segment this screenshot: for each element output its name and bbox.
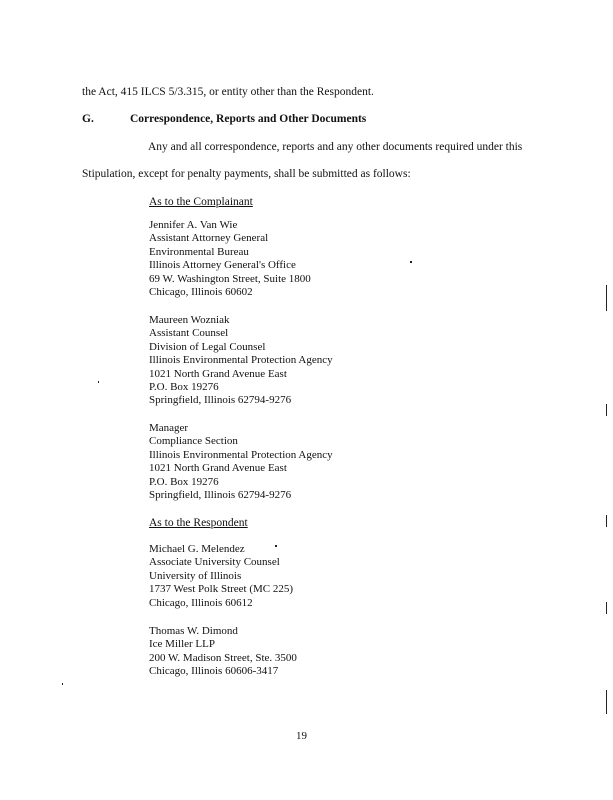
- section-title: Correspondence, Reports and Other Documents: [130, 113, 367, 125]
- address-line: Illinois Environmental Protection Agency: [149, 354, 333, 367]
- address-block: [149, 543, 293, 610]
- address-line: Michael G. Melendez: [149, 543, 245, 555]
- address-block: [149, 219, 311, 299]
- page-number: 19: [296, 730, 307, 742]
- address-line: Chicago, Illinois 60612: [149, 596, 253, 609]
- address-line: Compliance Section: [149, 435, 238, 448]
- scan-artifact: [98, 381, 99, 383]
- address-line: 1737 West Polk Street (MC 225): [149, 583, 294, 596]
- address-line: Illinois Environmental Protection Agency: [149, 448, 333, 461]
- scan-artifact: [606, 285, 607, 311]
- address-line: Thomas W. Dimond: [149, 625, 238, 637]
- address-line: Chicago, Illinois 60602: [149, 286, 253, 299]
- paragraph-line-2: Stipulation, except for penalty payments, shall be submitted as follows:: [82, 168, 411, 180]
- address-line: 200 W. Madison Street, Ste. 3500: [149, 651, 297, 664]
- address-line: Jennifer A. Van Wie: [149, 219, 238, 231]
- scan-artifact: [275, 545, 277, 547]
- address-line: 1021 North Grand Avenue East: [149, 367, 287, 380]
- scan-artifact: [606, 602, 607, 614]
- scan-artifact: [606, 690, 607, 714]
- complainant-heading: As to the Complainant: [149, 196, 253, 208]
- section-letter: G.: [82, 113, 94, 125]
- address-line: 69 W. Washington Street, Suite 1800: [149, 272, 311, 285]
- paragraph-line-1: Any and all correspondence, reports and any other documents required under this: [148, 141, 523, 153]
- intro-line: the Act, 415 ILCS 5/3.315, or entity other than the Respondent.: [82, 86, 374, 98]
- scan-artifact: [606, 404, 607, 416]
- address-line: 1021 North Grand Avenue East: [149, 462, 287, 475]
- address-block: [149, 422, 333, 502]
- address-line: Springfield, Illinois 62794-9276: [149, 394, 292, 407]
- address-line: Manager: [149, 422, 189, 434]
- scan-artifact: [410, 261, 412, 263]
- address-line: Illinois Attorney General's Office: [149, 259, 296, 272]
- address-line: Assistant Attorney General: [149, 232, 269, 245]
- address-line: Maureen Wozniak: [149, 314, 230, 326]
- address-line: Associate University Counsel: [149, 556, 280, 569]
- address-line: Assistant Counsel: [149, 327, 229, 340]
- address-line: Springfield, Illinois 62794-9276: [149, 489, 292, 502]
- scan-artifact: [606, 515, 607, 527]
- address-line: P.O. Box 19276: [149, 475, 219, 488]
- respondent-heading: As to the Respondent: [149, 517, 248, 529]
- address-line: Division of Legal Counsel: [149, 340, 266, 353]
- address-block: [149, 314, 333, 408]
- address-line: University of Illinois: [149, 569, 242, 582]
- scan-artifact: [62, 683, 63, 685]
- address-block: [149, 625, 297, 679]
- address-line: Environmental Bureau: [149, 245, 249, 258]
- address-line: P.O. Box 19276: [149, 381, 219, 394]
- address-line: Ice Miller LLP: [149, 638, 215, 651]
- address-line: Chicago, Illinois 60606-3417: [149, 665, 279, 678]
